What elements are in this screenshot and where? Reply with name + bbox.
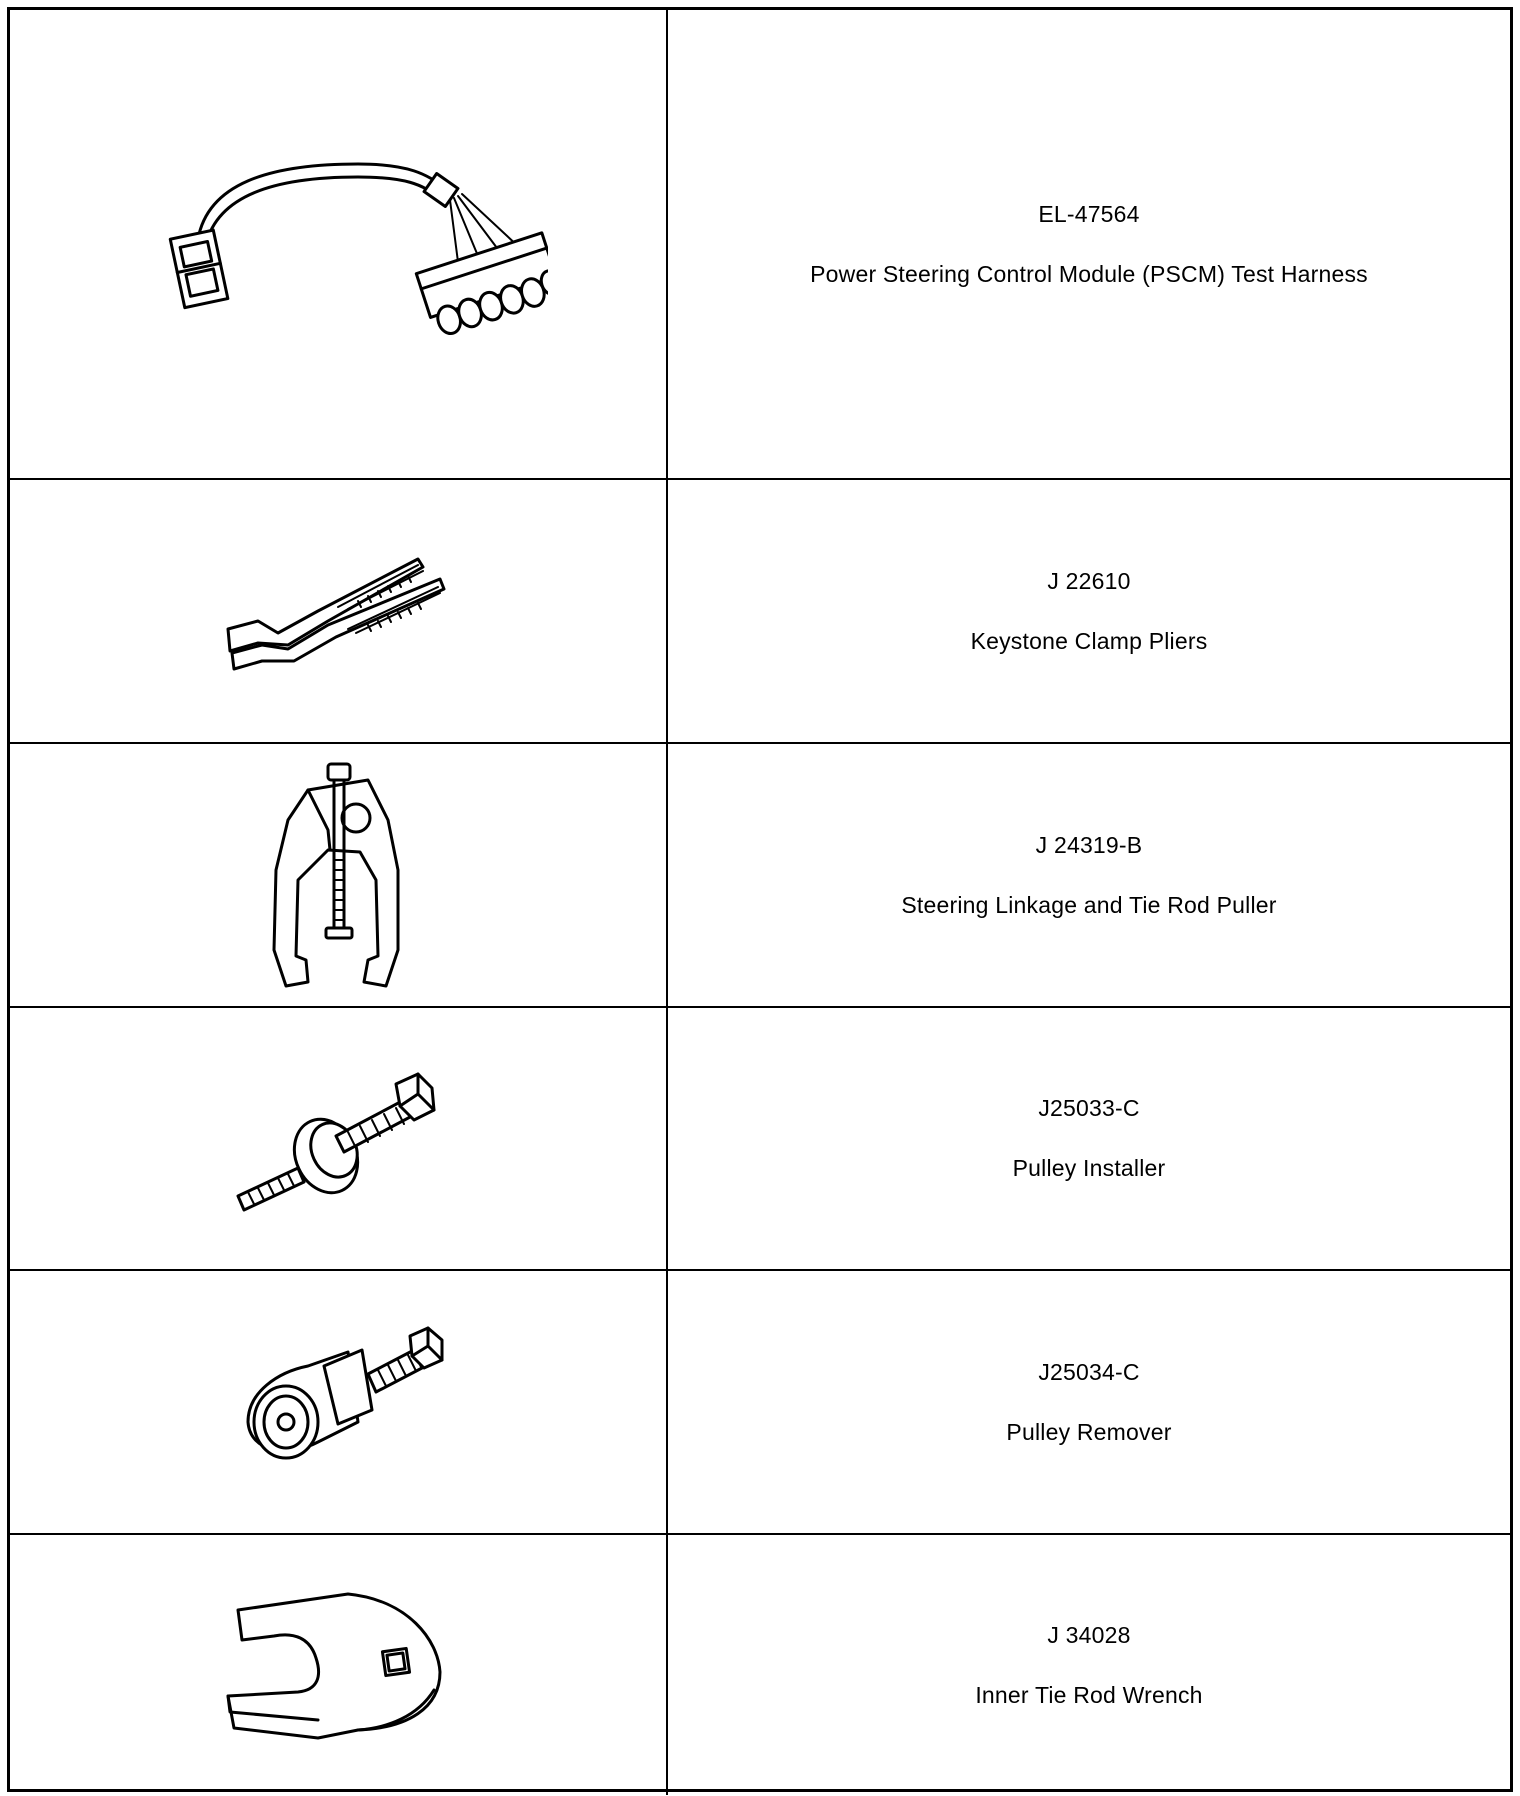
- tool-number: J25034-C: [1038, 1358, 1140, 1385]
- tool-illustration-cell: [10, 1271, 668, 1535]
- tool-name: Power Steering Control Module (PSCM) Test Harness: [810, 260, 1368, 287]
- tool-name: Pulley Installer: [1012, 1155, 1166, 1181]
- tool-name: Steering Linkage and Tie Rod Puller: [901, 891, 1277, 918]
- tie-rod-wrench-icon: [218, 1580, 458, 1750]
- pulley-remover-icon: [228, 1322, 448, 1482]
- tool-illustration-cell: [10, 1008, 668, 1271]
- tool-illustration-cell: [10, 1535, 668, 1795]
- tie-rod-puller-icon: [248, 760, 428, 990]
- special-tools-table: [7, 7, 1513, 1792]
- tool-description-cell: [668, 1271, 1510, 1535]
- test-harness-icon: [128, 144, 548, 344]
- pulley-installer-icon: [228, 1064, 448, 1214]
- tool-illustration-cell: [10, 744, 668, 1008]
- tool-description-cell: [668, 480, 1510, 744]
- tool-illustration-cell: [10, 10, 668, 480]
- tool-name: Inner Tie Rod Wrench: [975, 1681, 1203, 1708]
- clamp-pliers-icon: [218, 541, 458, 681]
- tool-number: J 22610: [1047, 567, 1131, 594]
- tool-description-cell: [668, 1535, 1510, 1795]
- tool-description-cell: [668, 1008, 1510, 1271]
- tool-description-cell: [668, 10, 1510, 480]
- tool-number: EL-47564: [1038, 200, 1140, 227]
- tool-number: J 24319-B: [1035, 831, 1143, 858]
- tool-description-cell: [668, 744, 1510, 1008]
- tool-illustration-cell: [10, 480, 668, 744]
- tool-name: Keystone Clamp Pliers: [970, 627, 1208, 654]
- tool-number: J25033-C: [1038, 1095, 1140, 1121]
- tool-name: Pulley Remover: [1006, 1418, 1172, 1445]
- tool-number: J 34028: [1047, 1621, 1131, 1648]
